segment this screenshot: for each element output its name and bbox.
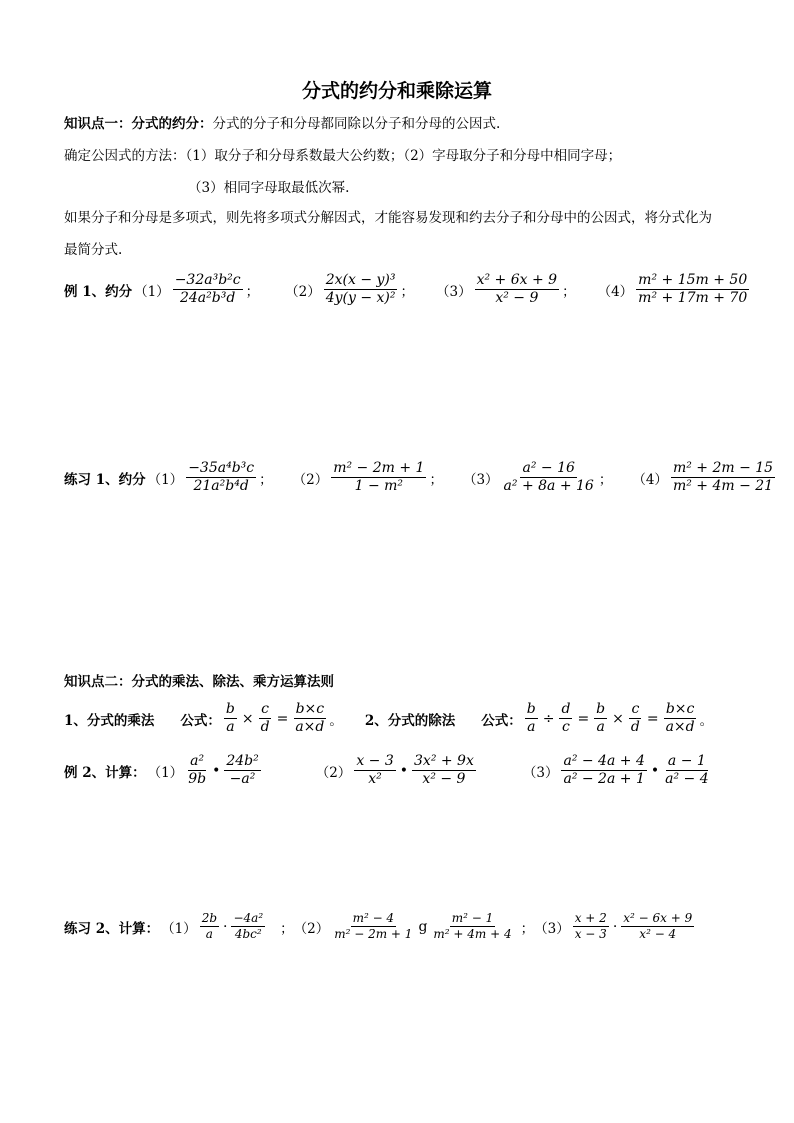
division-fraction-3 — [594, 701, 607, 736]
multiply-dot: • — [399, 762, 409, 779]
denominator: a — [205, 927, 213, 941]
denominator: 9b — [188, 771, 207, 787]
denominator: −a² — [229, 771, 256, 787]
numerator: 24b² — [226, 753, 259, 769]
separator: ； — [245, 283, 260, 300]
example-1-item-4-fraction — [636, 272, 749, 307]
division-fraction-1 — [525, 701, 538, 736]
denominator: x² — [368, 771, 382, 787]
multiply-dot: • — [212, 762, 221, 779]
example-1-item-3-fraction — [475, 272, 559, 307]
denominator: x² − 9 — [422, 771, 466, 787]
example-2-label: 例 2、计算： — [64, 764, 146, 781]
example-1-item-1-fraction — [173, 272, 243, 307]
equals-sign: = — [577, 710, 590, 727]
denominator: a×d — [665, 719, 695, 735]
denominator: m² + 4m − 21 — [672, 478, 774, 494]
example-2-item-3-fraction-b — [663, 753, 711, 788]
numerator: a − 1 — [667, 753, 706, 769]
division-result — [664, 701, 697, 736]
numerator: b — [526, 701, 536, 717]
separator: ； — [259, 471, 273, 488]
practice-2-item-2-index: （2） — [293, 920, 330, 937]
denominator: x − 3 — [574, 927, 607, 941]
multiply-dot: • — [650, 762, 660, 779]
multiplication-fraction-1 — [224, 701, 237, 736]
practice-2-item-2-fraction-a — [332, 911, 414, 942]
practice-2-item-3-index: （3） — [534, 920, 570, 937]
denominator: 1 − m² — [354, 478, 404, 494]
divide-sign: ÷ — [542, 710, 555, 727]
numerator: 2x(x − y)³ — [325, 272, 396, 288]
practice-1-item-4-fraction — [671, 460, 775, 495]
example-2-item-3-index: （3） — [522, 764, 559, 781]
knowledge-point-1-text: 分式的分子和分母都同除以分子和分母的公因式. — [212, 116, 501, 132]
period: 。 — [699, 712, 714, 729]
denominator: 21a²b⁴d — [193, 478, 249, 494]
knowledge-point-1-label: 知识点一：分式的约分： — [64, 116, 213, 132]
method-line-1: 确定公因式的方法：（1）取分子和分母系数最大公约数；（2）字母取分子和分母中相同字母； — [64, 148, 622, 164]
example-1-item-2-index: （2） — [285, 283, 321, 300]
denominator: 4y(y − x)² — [325, 290, 396, 306]
numerator: a² — [190, 753, 205, 769]
denominator: a — [596, 719, 605, 735]
numerator: x² − 6x + 9 — [623, 911, 693, 925]
example-2-item-2-index: （2） — [315, 764, 352, 781]
separator: ； — [520, 920, 535, 937]
numerator: a² − 4a + 4 — [563, 753, 645, 769]
numerator: 2b — [201, 911, 218, 925]
division-fraction-4 — [629, 701, 642, 736]
multiplication-result — [293, 701, 326, 736]
denominator: 4bc² — [234, 927, 262, 941]
numerator: c — [261, 701, 270, 717]
example-2-item-1-fraction-a — [186, 753, 208, 788]
practice-1-item-3-fraction — [502, 460, 596, 495]
numerator: −35a⁴b³c — [188, 460, 255, 476]
practice-1-item-2-fraction — [331, 460, 426, 495]
polynomial-note-line-1: 如果分子和分母是多项式，则先将多项式分解因式，才能容易发现和约去分子和分母中的公因式，将分式化为 — [64, 210, 712, 226]
numerator: m² − 2m + 1 — [333, 460, 425, 476]
denominator: d — [260, 719, 270, 735]
denominator: m² − 2m + 1 — [334, 927, 413, 941]
multiply-sign: × — [612, 710, 624, 727]
practice-1-label: 练习 1、约分 — [64, 471, 146, 488]
denominator: 24a²b³d — [179, 290, 236, 306]
multiplication-fraction-2 — [259, 701, 272, 736]
practice-2-item-3-fraction-a — [573, 911, 609, 942]
numerator: 3x² + 9x — [414, 753, 474, 769]
multiplication-rule-label: 1、分式的乘法 — [64, 712, 155, 729]
denominator: x² − 4 — [639, 927, 677, 941]
numerator: x + 2 — [574, 911, 607, 925]
practice-2-item-3-fraction-b — [621, 911, 694, 942]
separator: ； — [400, 283, 414, 300]
denominator: x² − 9 — [495, 290, 539, 306]
numerator: c — [631, 701, 640, 717]
example-2-item-3-fraction-a — [561, 753, 646, 788]
equals-sign: = — [646, 710, 659, 727]
numerator: b — [225, 701, 235, 717]
division-fraction-2 — [559, 701, 572, 736]
example-1-item-4-index: （4） — [597, 283, 634, 300]
denominator: a² − 2a + 1 — [563, 771, 645, 787]
numerator: d — [561, 701, 571, 717]
separator: ； — [598, 471, 613, 488]
example-1-item-1-index: （1） — [134, 283, 170, 300]
practice-2-item-1-fraction-b — [231, 911, 265, 942]
method-line-2: （3）相同字母取最低次幂. — [188, 180, 350, 196]
period: 。 — [329, 712, 343, 729]
numerator: m² + 15m + 50 — [638, 272, 748, 288]
numerator: b×c — [295, 701, 325, 717]
multiply-sign: × — [241, 710, 254, 727]
practice-1-item-1-index: （1） — [147, 471, 184, 488]
practice-1 — [64, 460, 778, 495]
denominator: m² + 4m + 4 — [433, 927, 512, 941]
numerator: b — [596, 701, 606, 717]
practice-1-item-1-fraction — [186, 460, 256, 495]
example-1 — [64, 272, 752, 307]
practice-1-item-2-index: （2） — [292, 471, 329, 488]
polynomial-note-line-2: 最简分式. — [64, 242, 123, 258]
equals-sign: = — [276, 710, 289, 727]
denominator: a² − 4 — [665, 771, 709, 787]
practice-2-item-1-index: （1） — [161, 920, 197, 937]
denominator: c — [562, 719, 570, 735]
numerator: a² − 16 — [522, 460, 575, 476]
multiply-dot: g — [418, 918, 428, 935]
knowledge-point-2-label: 知识点二：分式的乘法、除法、乘方运算法则 — [64, 674, 334, 690]
numerator: −32a³b²c — [174, 272, 241, 288]
practice-2 — [64, 911, 697, 942]
example-2-item-2-fraction-b — [412, 753, 476, 788]
separator: ； — [280, 920, 294, 937]
denominator: d — [630, 719, 640, 735]
numerator: x − 3 — [356, 753, 394, 769]
page-title: 分式的约分和乘除运算 — [301, 80, 492, 102]
division-rule-label: 2、分式的除法 — [364, 712, 456, 729]
numerator: b×c — [665, 701, 695, 717]
example-2-item-1-index: （1） — [147, 764, 184, 781]
practice-2-label: 练习 2、计算： — [64, 920, 160, 937]
example-1-label: 例 1、约分 — [64, 283, 133, 300]
numerator: x² + 6x + 9 — [476, 272, 558, 288]
numerator: m² − 4 — [352, 911, 395, 925]
multiply-dot: · — [612, 918, 618, 935]
practice-1-item-3-index: （3） — [462, 471, 499, 488]
example-2 — [64, 753, 714, 788]
practice-2-item-1-fraction-a — [200, 911, 219, 942]
example-2-item-2-fraction-a — [354, 753, 395, 788]
multiplication-formula-label: 公式： — [180, 712, 221, 729]
numerator: m² − 1 — [451, 911, 494, 925]
example-2-item-1-fraction-b — [224, 753, 260, 788]
denominator: a — [527, 719, 536, 735]
denominator: m² + 17m + 70 — [638, 290, 748, 306]
practice-2-item-2-fraction-b — [431, 911, 513, 942]
example-1-item-3-index: （3） — [436, 283, 472, 300]
example-1-item-2-fraction — [324, 272, 398, 307]
multiply-dot: · — [223, 918, 228, 935]
knowledge-point-1 — [64, 112, 500, 132]
denominator: a — [226, 719, 235, 735]
denominator: a×d — [295, 719, 325, 735]
numerator: m² + 2m − 15 — [672, 460, 774, 476]
separator: ； — [429, 471, 443, 488]
numerator: −4a² — [233, 911, 264, 925]
division-formula-label: 公式： — [481, 712, 522, 729]
operation-rules — [64, 701, 713, 736]
separator: ； — [562, 283, 576, 300]
denominator: a² + 8a + 16 — [503, 478, 594, 494]
practice-1-item-4-index: （4） — [632, 471, 668, 488]
